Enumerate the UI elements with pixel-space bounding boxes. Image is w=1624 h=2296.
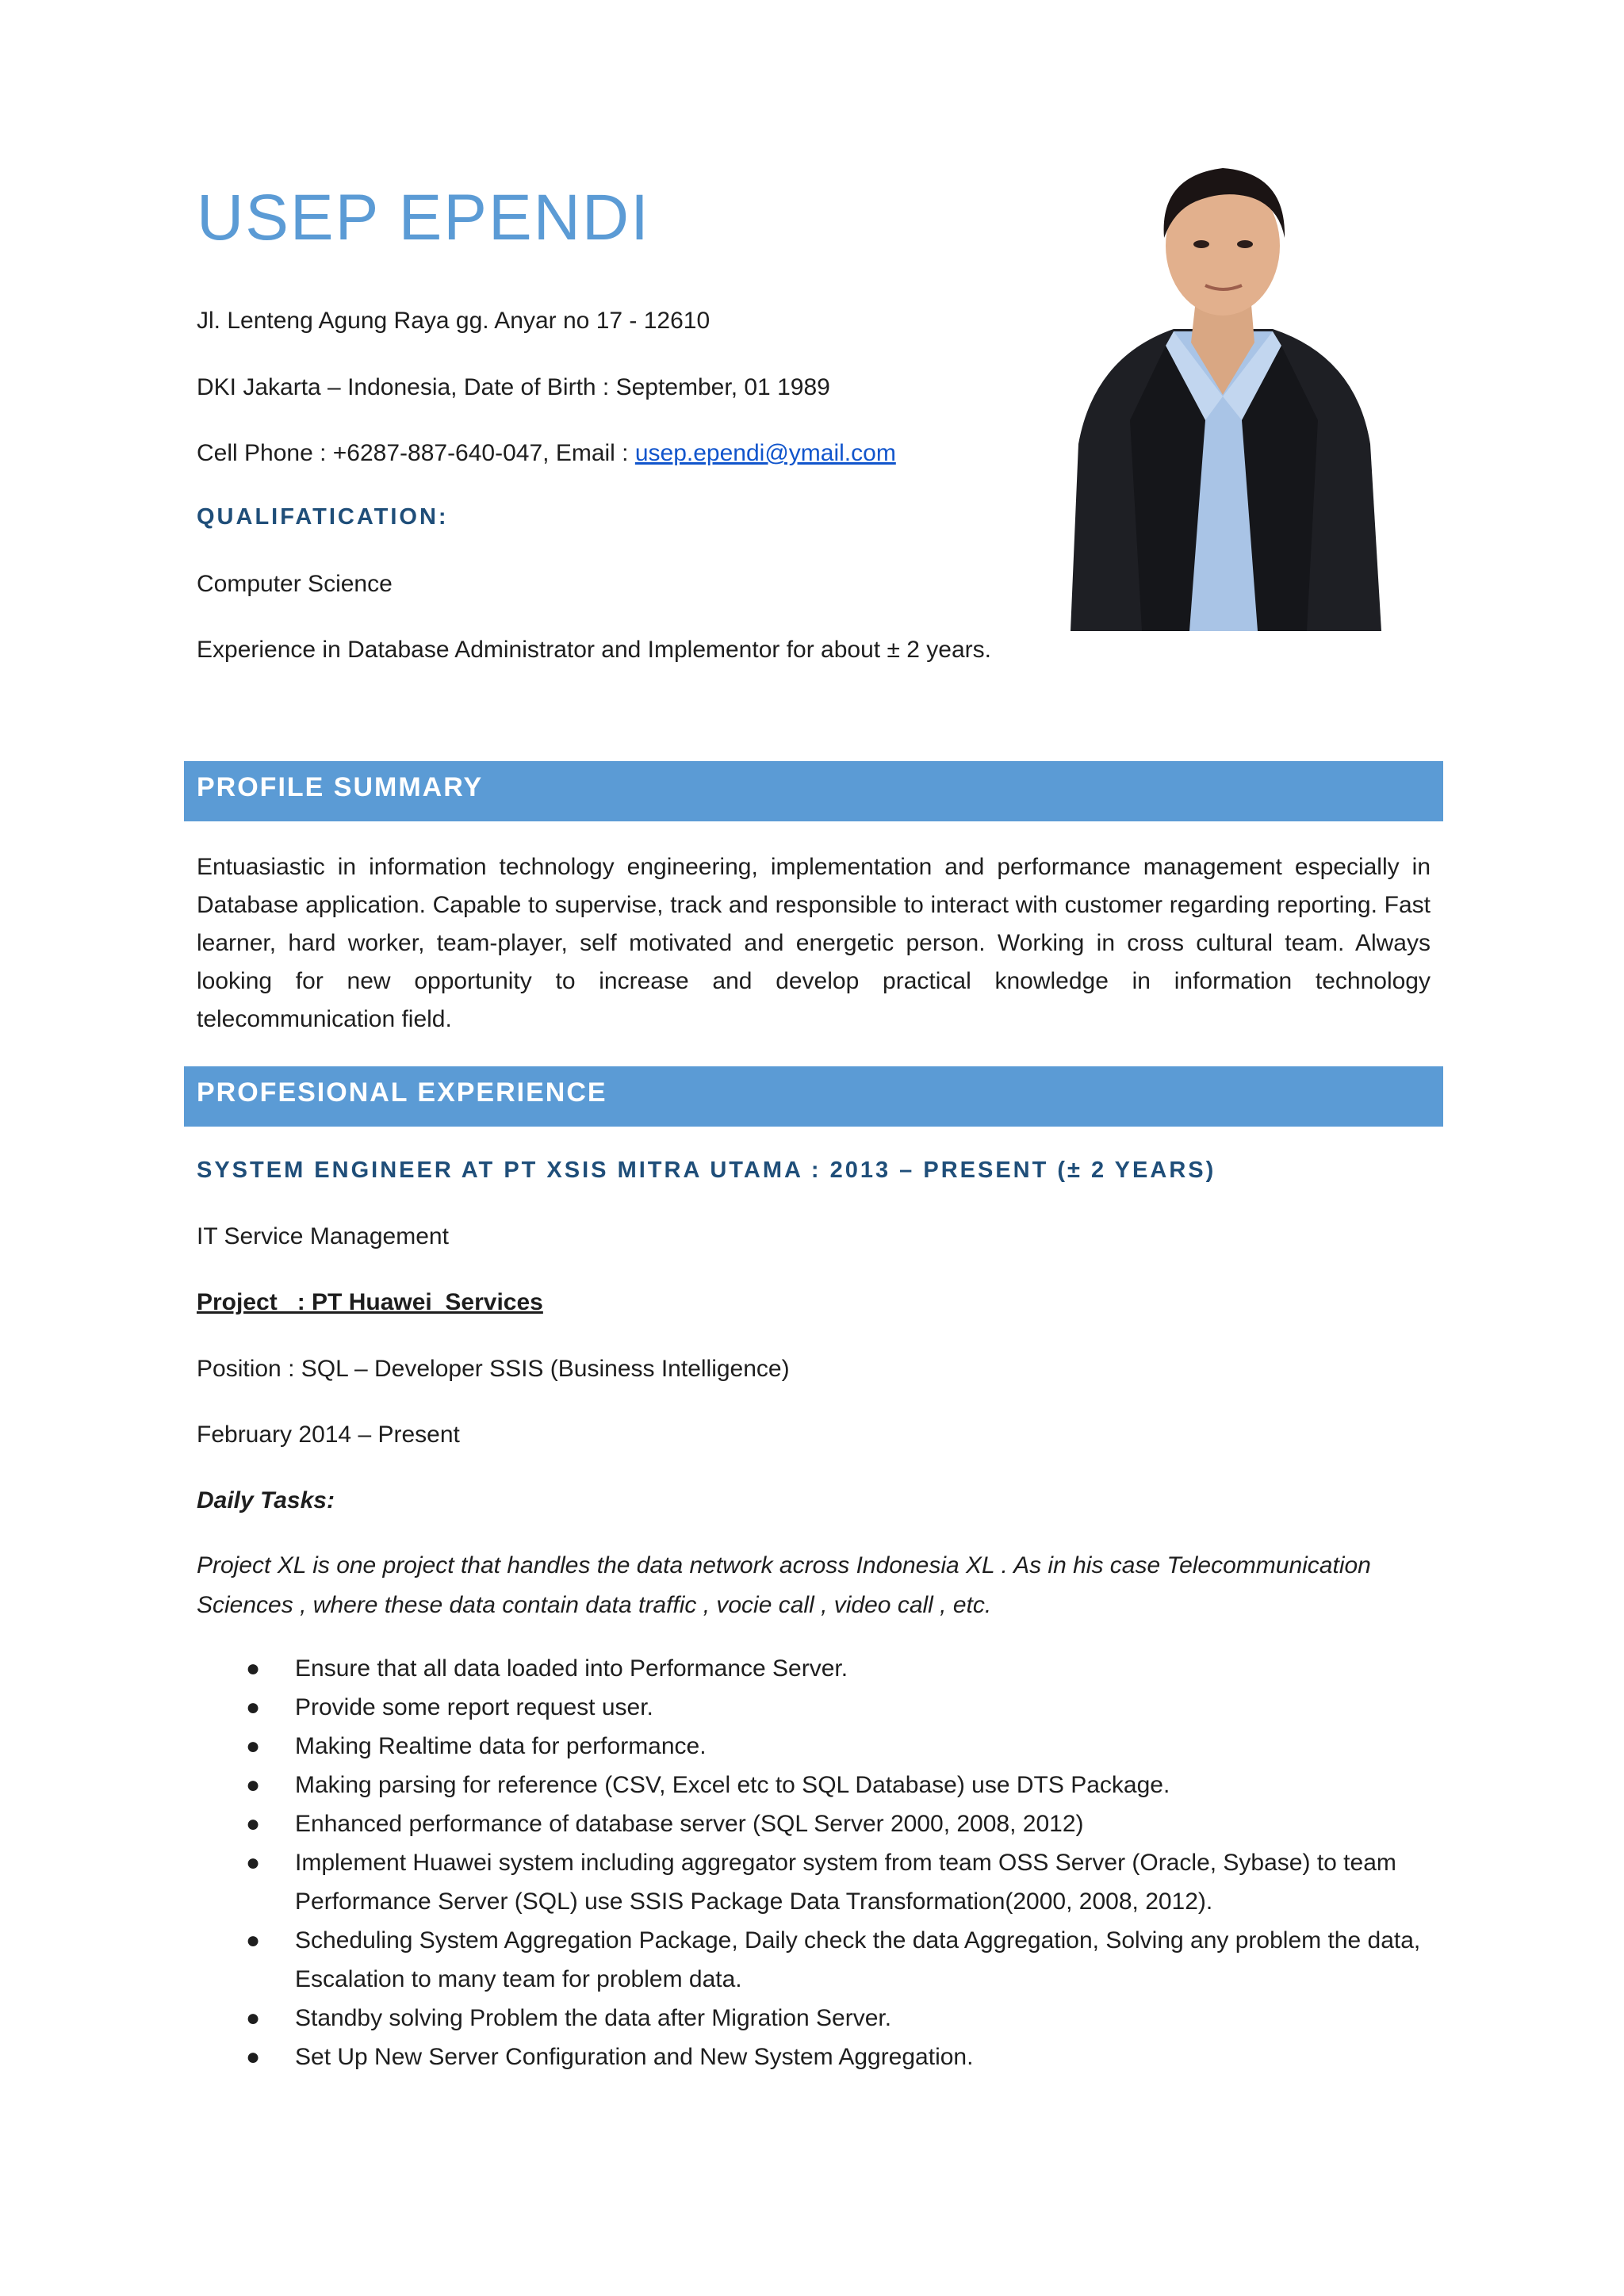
job-title: SYSTEM ENGINEER AT PT XSIS MITRA UTAMA : 2013 – PRESENT (± 2 YEARS) — [197, 1158, 1216, 1183]
address-line-1: Jl. Lenteng Agung Raya gg. Anyar no 17 - 12610 — [197, 308, 710, 334]
list-item: ● Ensure that all data loaded into Performance Server. — [246, 1655, 848, 1682]
list-item: ● Provide some report request user. — [246, 1694, 653, 1720]
experience-band — [184, 1066, 1443, 1127]
contact-line — [197, 440, 896, 467]
list-item: ● Standby solving Problem the data after Migration Server. — [246, 2005, 892, 2031]
qualification-degree: Computer Science — [197, 571, 393, 597]
profile-photo-illustration — [1055, 159, 1391, 631]
experience-heading: PROFESIONAL EXPERIENCE — [197, 1077, 607, 1108]
list-item: ● Making parsing for reference (CSV, Excel etc to SQL Database) use DTS Package. — [246, 1772, 1170, 1798]
profile-summary-heading: PROFILE SUMMARY — [197, 772, 484, 802]
profile-photo — [1055, 159, 1391, 631]
job-period: February 2014 – Present — [197, 1422, 460, 1448]
qualification-experience: Experience in Database Administrator and Implementor for about ± 2 years. — [197, 637, 991, 663]
address-line-2: DKI Jakarta – Indonesia, Date of Birth : September, 01 1989 — [197, 374, 830, 400]
daily-tasks-label: Daily Tasks: — [197, 1487, 335, 1513]
list-item: ● Set Up New Server Configuration and New System Aggregation. — [246, 2044, 974, 2070]
profile-summary-text: Entuasiastic in information technology engineering, implementation and performance management especially in Database application. Capable to supervise, track and responsible to interact with customer regarding reporting. Fast learner, hard worker, team-player, self motivated and energetic person. Working in cross cultural team. Always looking for new opportunity to increase and develop practical knowledge in information technology telecommunication field. — [197, 854, 1431, 1032]
phone-text: Cell Phone : +6287-887-640-047, Email : — [197, 440, 635, 466]
profile-summary-band — [184, 761, 1443, 821]
candidate-name: USEP EPENDI — [197, 182, 650, 254]
list-item: ● Enhanced performance of database server (SQL Server 2000, 2008, 2012) — [246, 1811, 1084, 1837]
qualification-heading: QUALIFATICATION: — [197, 504, 449, 530]
job-position: Position : SQL – Developer SSIS (Business Intelligence) — [197, 1356, 790, 1382]
project-description: Project XL is one project that handles the data network across Indonesia XL . As in his case Telecommunication Sciences , where these data contain data traffic , vocie call , video call , etc. — [197, 1552, 1371, 1618]
task-list — [197, 1649, 1434, 2076]
job-division: IT Service Management — [197, 1223, 449, 1249]
project-name: Project : PT Huawei Services — [197, 1289, 543, 1315]
email-link[interactable]: usep.ependi@ymail.com — [634, 440, 896, 466]
list-item: ● Making Realtime data for performance. — [246, 1733, 707, 1759]
list-item: ● Scheduling System Aggregation Package, Daily check the data Aggregation, Solving any problem the data, Escalation to many team for problem data. — [246, 1927, 1421, 1992]
list-item: ● Implement Huawei system including aggregator system from team OSS Server (Oracle, Sybase) to team Performance Server (SQL) use SSIS Package Data Transformation(2000, 2008, 2012). — [246, 1850, 1396, 1915]
